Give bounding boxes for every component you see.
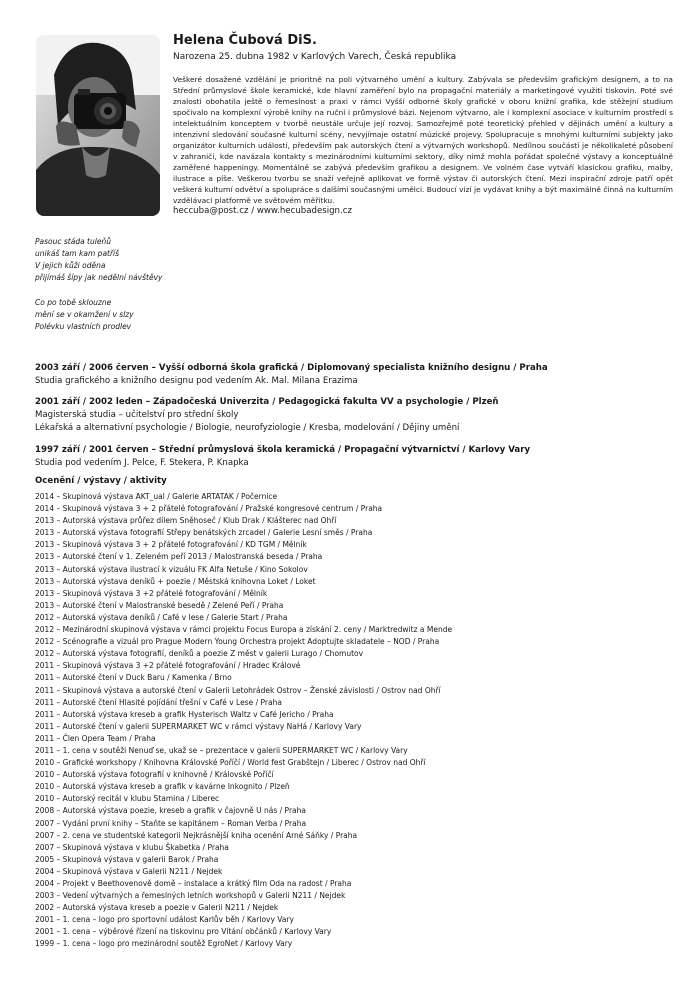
award-item: 2004 – Skupinová výstava v Galerii N211 / Nejdek bbox=[35, 866, 223, 876]
award-item: 1999 – 1. cena – logo pro mezinárodní soutěž EgroNet / Karlovy Vary bbox=[35, 939, 293, 949]
award-item: 2001 – 1. cena – výběrové řízení na tiskovinu pro Vítání občánků / Karlovy Vary bbox=[35, 927, 332, 937]
education-detail: Magisterská studia – učitelství pro střední školy bbox=[35, 410, 239, 420]
poem-line: mění se v okamžení v slzy bbox=[35, 310, 134, 319]
poem-stanza-1 bbox=[35, 236, 162, 284]
education-heading: 1997 září / 2001 červen – Střední průmyslová škola keramická / Propagační výtvarnictví / Karlovy Vary bbox=[35, 445, 531, 455]
award-item: 2013 – Autorská výstava ilustrací k vizuálu FK Alfa Netuše / Kino Sokolov bbox=[35, 564, 308, 574]
award-item: 2011 – Autorské čtení Hlasité pojídání třešní v Café v Lese / Praha bbox=[35, 697, 282, 707]
portrait-illustration bbox=[36, 35, 160, 216]
poem-line: přijímáš šípy jak nedělní návštěvy bbox=[35, 273, 163, 282]
award-item: 2010 – Autorský recitál v klubu Stamina / Liberec bbox=[35, 794, 220, 804]
biography: Veškeré dosažené vzdělání je prioritně na poli výtvarného umění a kultury. Zabývala se především grafickým designem, a to na Střední průmyslové škole keramické, kde hlavní zaměření bylo na propagační materiály a marketingové využití tiskovin. Poté své znalosti obohatila ještě o řemeslnost a praxi v rámci Vyšší odborné školy grafické v oboru knižní grafika, kde stěžejní studium spočívalo na komplexní výrobě knihy na ruční i průmyslové bázi. Nejenom výtvarno, ale i komplexní asociace v kulturním prostředí s intelektuálním konceptem v tvorbě neustále určuje její rozvoj. Samozřejmě poté teoretický přehled v dějinách umění a kultury a intenzivní sledování současné kulturní scény, nevyjímaje ostatní múzické projevy. Spolupracuje s mnohými kulturními subjekty jako organizátor kulturních událostí, především pak autorských čtení a výtvarných workshopů. Nedílnou součástí je několikaleté působení v zahraničí, kde navázala kontakty s mezinárodními kulturními sektory, díky nimž mohla pořádat společné výstavy a konceptuálně zaměřené happeningy. Momentálně se zabývá především grafikou a designem. Ve volném čase vytváří klasickou grafiku, malby, ilustrace a píše. Veškerou tvorbu se snaží veřejně aplikovat ve formě výstav či autorských čtení. Mezi inspirační zdroje patří opět veškerá kulturní odvětví a spolupráce s dalšími současnými umělci. Budoucí vizí je vydávat knihy a být maximálně činná na kulturním vzdělávací platformě ve světovém měřítku. bbox=[173, 75, 673, 205]
education-entry-2 bbox=[35, 396, 675, 435]
award-item: 2013 – Autorská výstava deníků + poezie / Městská knihovna Loket / Loket bbox=[35, 576, 316, 586]
education-entry-3 bbox=[35, 444, 675, 470]
award-item: 2010 – Autorská výstava fotografií v knihovně / Královské Poříčí bbox=[35, 770, 274, 780]
person-name: Helena Čubová DiS. bbox=[173, 33, 317, 48]
award-item: 2011 – Autorské čtení v Duck Baru / Kamenka / Brno bbox=[35, 673, 232, 683]
birth-info: Narozena 25. dubna 1982 v Karlových Varech, Česká republika bbox=[173, 52, 457, 62]
awards-list bbox=[35, 491, 452, 951]
education-heading: 2001 září / 2002 leden – Západočeská Univerzita / Pedagogická fakulta VV a psychologie / Plzeň bbox=[35, 397, 499, 407]
award-item: 2007 – 2. cena ve studentské kategorii Nejkrásnější kniha ocenění Arné Sáňky / Praha bbox=[35, 830, 358, 840]
portrait-photo bbox=[36, 35, 160, 216]
contact-info: heccuba@post.cz / www.hecubadesign.cz bbox=[173, 206, 352, 216]
award-item: 2010 – Autorská výstava kreseb a grafik v kavárne Inkognito / Plzeň bbox=[35, 782, 290, 792]
award-item: 2005 – Skupinová výstava v galerii Barok / Praha bbox=[35, 854, 219, 864]
award-item: 2013 – Autorská výstava průřez dílem Sněhoseč / Klub Drak / Klášterec nad Ohří bbox=[35, 516, 337, 526]
poem-stanza-2 bbox=[35, 297, 134, 333]
award-item: 2011 – Skupinová výstava 3 +2 přátelé fotografování / Hradec Králové bbox=[35, 661, 301, 671]
award-item: 2014 – Skupinová výstava 3 + 2 přátelé fotografování / Pražské kongresové centrum / Praha bbox=[35, 504, 383, 514]
award-item: 2013 – Skupinová výstava 3 +2 přátelé fotografování / Mělník bbox=[35, 588, 268, 598]
poem-line: unikáš tam kam patříš bbox=[35, 249, 120, 258]
award-item: 2011 – Autorská výstava kreseb a grafik Hysterisch Waltz v Café Jericho / Praha bbox=[35, 709, 334, 719]
education-detail: Studia grafického a knižního designu pod vedením Ak. Mal. Milana Erazima bbox=[35, 376, 358, 386]
poem-line: V jejich kůži oděna bbox=[35, 261, 106, 270]
award-item: 2003 – Vedení výtvarných a řemeslných letních workshopů v Galerii N211 / Nejdek bbox=[35, 891, 346, 901]
award-item: 2007 – Vydání první knihy – Staňte se kapitánem – Roman Verba / Praha bbox=[35, 818, 307, 828]
award-item: 2011 – 1. cena v soutěži Nenuď se, ukaž se – prezentace v galerii SUPERMARKET WC / Karlovy Vary bbox=[35, 745, 408, 755]
award-item: 2012 – Mezinárodní skupinová výstava v rámci projektu Focus Europa a získání 2. ceny / Marktredwitz a Mende bbox=[35, 625, 453, 635]
education-entry-1 bbox=[35, 362, 675, 388]
award-item: 2013 – Autorské čtení v 1. Zeleném peří 2013 / Malostranská beseda / Praha bbox=[35, 552, 323, 562]
award-item: 2013 – Autorská výstava fotografií Střepy benátských zrcadel / Galerie Lesní směs / Praha bbox=[35, 528, 373, 538]
award-item: 2011 – Skupinová výstava a autorské čtení v Galerii Letohrádek Ostrov – Ženské závislosti / Ostrov nad Ohří bbox=[35, 685, 441, 695]
award-item: 2011 – Autorské čtení v galerii SUPERMARKET WC v rámci výstavy NaHá / Karlovy Vary bbox=[35, 721, 362, 731]
award-item: 2007 – Skupinová výstava v klubu Škabetka / Praha bbox=[35, 842, 229, 852]
education-detail: Studia pod vedením J. Pelce, F. Stekera, P. Knapka bbox=[35, 458, 249, 468]
award-item: 2012 – Autorská výstava fotografií, deníků a poezie Z měst v galerii Lurago / Chomutov bbox=[35, 649, 364, 659]
education-detail: Lékařská a alternativní psychologie / Biologie, neurofyziologie / Kresba, modelování / Dějiny umění bbox=[35, 423, 460, 433]
award-item: 2014 – Skupinová výstava AKT_ual / Galerie ARTATAK / Počernice bbox=[35, 492, 278, 501]
award-item: 2013 – Skupinová výstava 3 + 2 přátelé fotografování / KD TGM / Mělník bbox=[35, 540, 307, 550]
award-item: 2004 – Projekt v Beethovenově domě – instalace a krátký film Oda na radost / Praha bbox=[35, 879, 352, 888]
awards-heading: Ocenění / výstavy / aktivity bbox=[35, 476, 167, 486]
award-item: 2011 – Člen Opera Team / Praha bbox=[35, 733, 156, 743]
award-item: 2008 – Autorská výstava poezie, kreseb a grafik v čajovně U nás / Praha bbox=[35, 806, 306, 816]
poem-line: Co po tobě sklouzne bbox=[35, 298, 112, 307]
award-item: 2001 – 1. cena – logo pro sportovní událost Karlův běh / Karlovy Vary bbox=[35, 915, 294, 925]
poem-line: Polévku vlastních prodlev bbox=[35, 322, 132, 331]
education-heading: 2003 září / 2006 červen – Vyšší odborná škola grafická / Diplomovaný specialista knižního designu / Praha bbox=[35, 363, 548, 373]
award-item: 2013 – Autorské čtení v Malostranské besedě / Zelené Peří / Praha bbox=[35, 600, 284, 610]
award-item: 2012 – Autorská výstava deníků / Café v lese / Galerie Start / Praha bbox=[35, 612, 288, 622]
award-item: 2002 – Autorská výstava kreseb a poezie v Galerii N211 / Nejdek bbox=[35, 903, 279, 913]
award-item: 2010 – Grafické workshopy / Knihovna Královské Poříčí / World fest Grabštejn / Liberec / Ostrov nad Ohří bbox=[35, 758, 426, 768]
poem-line: Pasouc stáda tuleňů bbox=[35, 237, 111, 246]
award-item: 2012 – Scénografie a vizuál pro Prague Modern Young Orchestra projekt Adoptujte skladatele – NOD / Praha bbox=[35, 637, 440, 647]
